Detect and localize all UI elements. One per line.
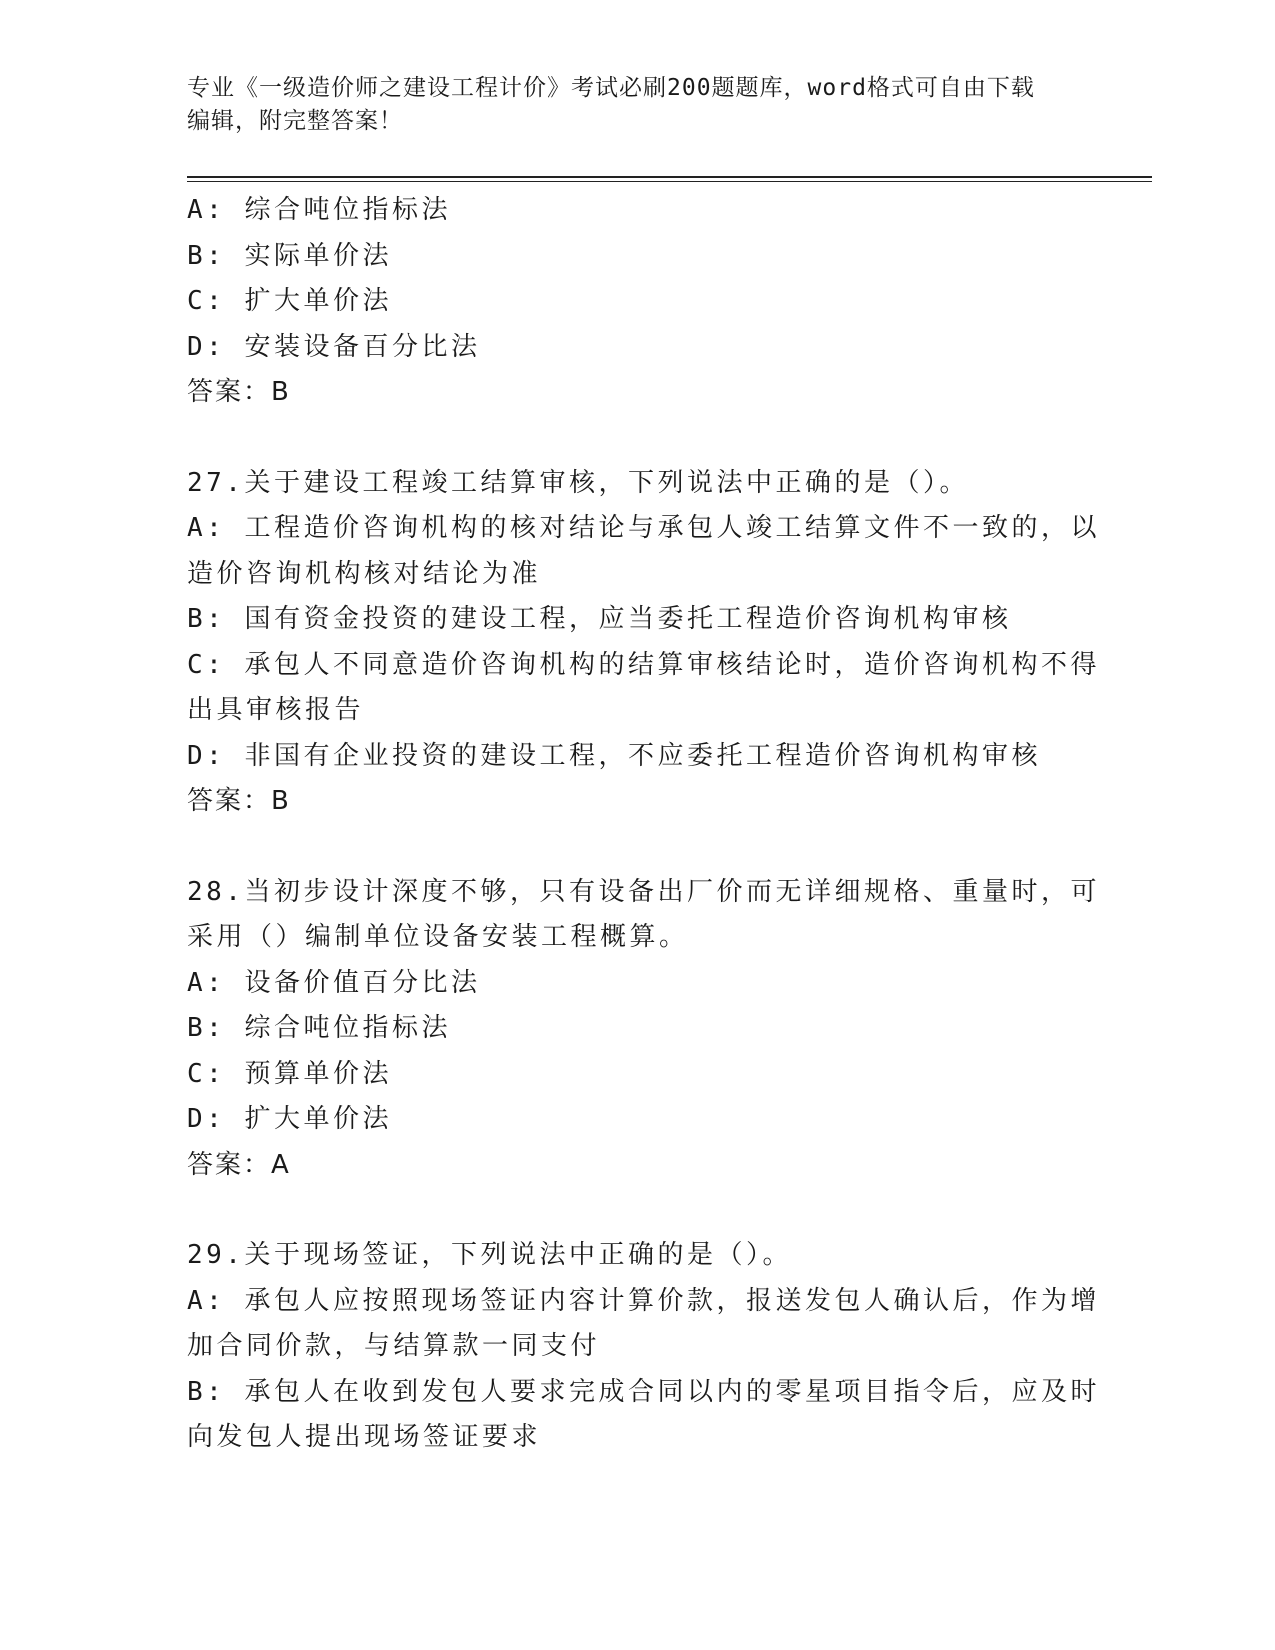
header-line-1: 专业《一级造价师之建设工程计价》考试必刷200题题库，word格式可自由下载 — [187, 75, 1035, 101]
option-a-continued: 造价咨询机构核对结论为准 — [187, 558, 542, 589]
option-c: C: 扩大单价法 — [187, 286, 392, 316]
option-b-continued: 向发包人提出现场签证要求 — [187, 1422, 542, 1452]
question-29 — [187, 1233, 1100, 1461]
question-26-continued — [187, 188, 1067, 416]
answer-line: 答案：B — [187, 377, 291, 407]
option-b: B: 承包人在收到发包人要求完成合同以内的零星项目指令后，应及时 — [187, 1376, 1100, 1407]
question-stem: 27.关于建设工程竣工结算审核，下列说法中正确的是（）。 — [187, 467, 969, 498]
option-c: C: 预算单价法 — [187, 1058, 392, 1089]
question-list — [187, 188, 1100, 1461]
option-a: A: 承包人应按照现场签证内容计算价款，报送发包人确认后，作为增 — [187, 1285, 1100, 1316]
document-header — [187, 72, 1067, 138]
option-a-continued: 加合同价款，与结算款一同支付 — [187, 1331, 601, 1361]
question-stem-continued: 采用（）编制单位设备安装工程概算。 — [187, 922, 689, 952]
question-stem: 28.当初步设计深度不够，只有设备出厂价而无详细规格、重量时，可 — [187, 876, 1100, 907]
answer-line: 答案：A — [187, 1149, 291, 1180]
question-stem: 29.关于现场签证，下列说法中正确的是（）。 — [187, 1240, 792, 1270]
option-c-continued: 出具审核报告 — [187, 695, 365, 725]
answer-line: 答案：B — [187, 786, 291, 816]
header-divider-thick — [187, 176, 1152, 178]
option-d: D: 非国有企业投资的建设工程，不应委托工程造价咨询机构审核 — [187, 740, 1041, 771]
header-divider-thin — [187, 181, 1152, 182]
header-line-2: 编辑，附完整答案！ — [187, 108, 403, 134]
option-d: D: 扩大单价法 — [187, 1104, 392, 1134]
option-b: B: 实际单价法 — [187, 240, 392, 271]
option-a: A: 综合吨位指标法 — [187, 195, 451, 225]
option-c: C: 承包人不同意造价咨询机构的结算审核结论时，造价咨询机构不得 — [187, 649, 1100, 680]
option-b: B: 综合吨位指标法 — [187, 1013, 451, 1043]
question-28 — [187, 870, 1100, 1189]
option-a: A: 设备价值百分比法 — [187, 967, 481, 998]
option-d: D: 安装设备百分比法 — [187, 331, 481, 362]
question-27 — [187, 461, 1100, 825]
option-a: A: 工程造价咨询机构的核对结论与承包人竣工结算文件不一致的，以 — [187, 513, 1100, 543]
option-b: B: 国有资金投资的建设工程，应当委托工程造价咨询机构审核 — [187, 604, 1012, 634]
